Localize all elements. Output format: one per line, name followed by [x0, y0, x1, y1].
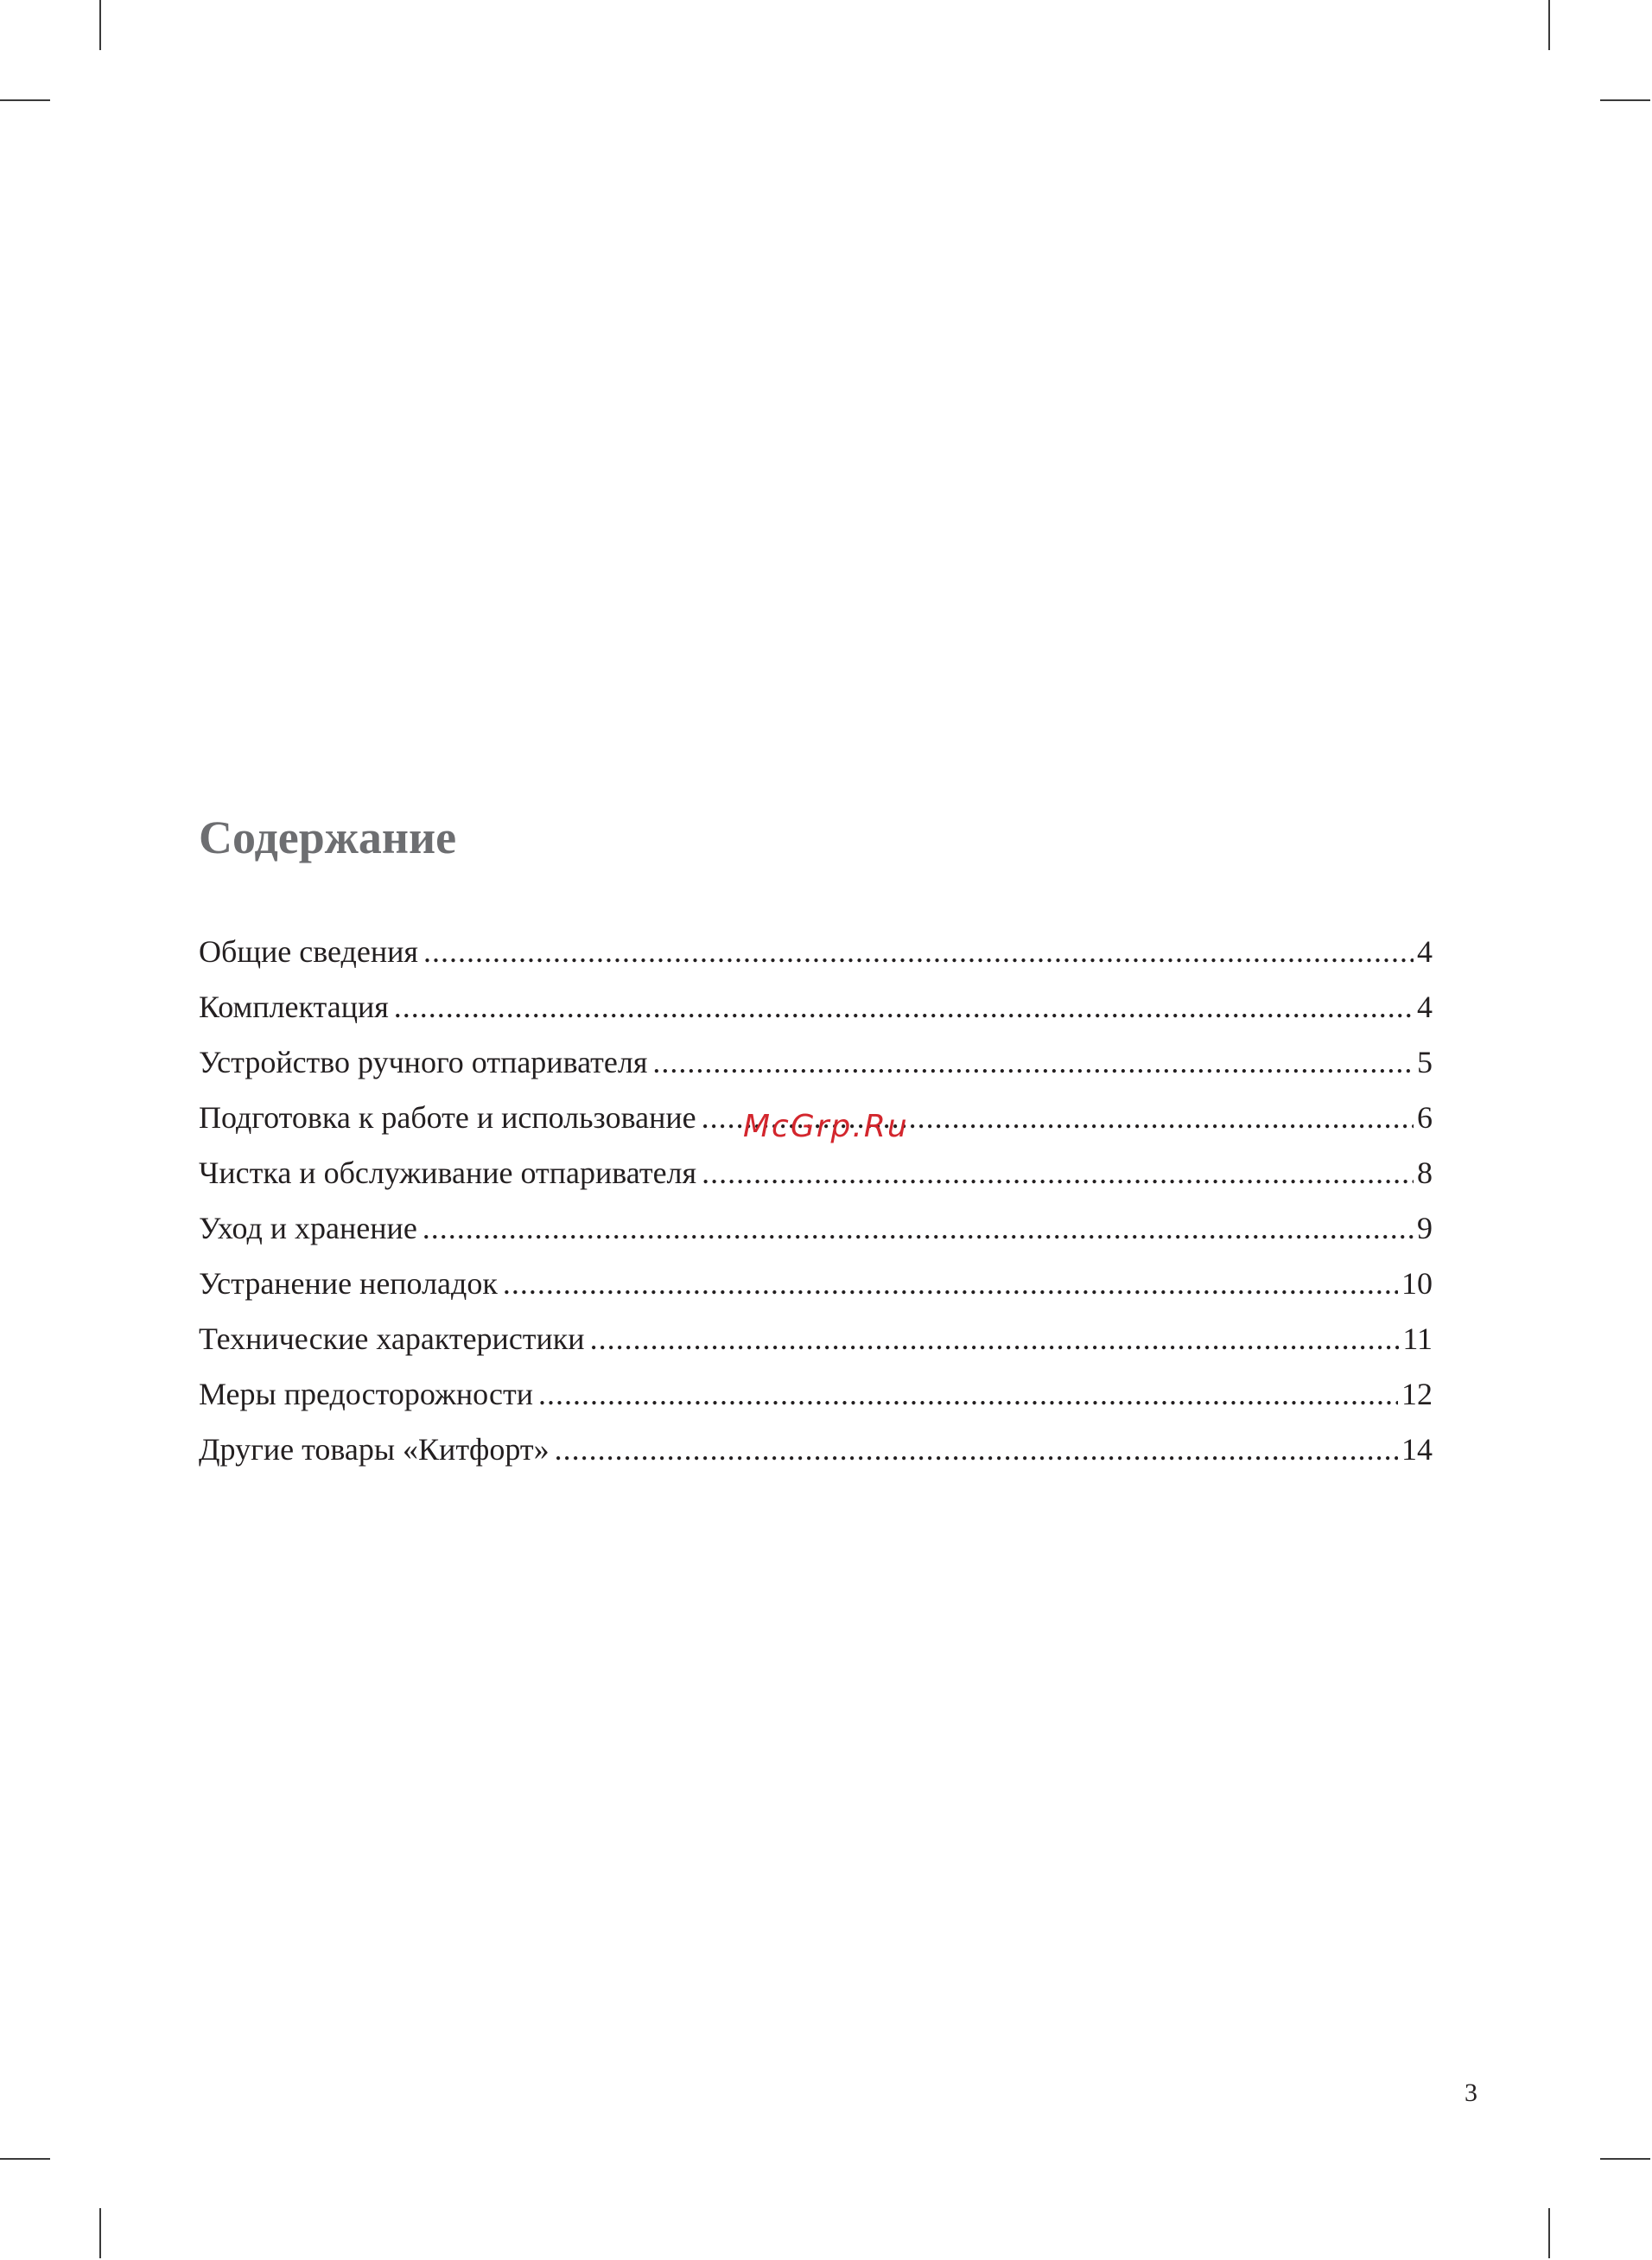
toc-entry[interactable]: [199, 1311, 1433, 1366]
toc-entry-page: 12: [1401, 1377, 1433, 1412]
toc-list: [199, 924, 1433, 1477]
toc-entry-label: Уход и хранение: [199, 1211, 417, 1246]
toc-entry[interactable]: [199, 1256, 1433, 1311]
toc-dot-leader: [503, 1256, 1398, 1311]
toc-entry-page: 6: [1417, 1100, 1433, 1136]
toc-entry-label: Общие сведения: [199, 934, 418, 970]
toc-dot-leader: [652, 1035, 1414, 1090]
toc-dot-leader: [423, 1200, 1414, 1256]
toc-dot-leader: [538, 1366, 1398, 1422]
crop-mark-bottom-left-vertical: [99, 2208, 101, 2258]
toc-title: Содержание: [199, 812, 457, 863]
toc-entry[interactable]: [199, 1422, 1433, 1477]
toc-entry[interactable]: [199, 1366, 1433, 1422]
crop-mark-top-left-horizontal: [0, 99, 50, 101]
toc-entry-label: Комплектация: [199, 990, 389, 1025]
crop-mark-bottom-right-vertical: [1548, 2208, 1550, 2258]
toc-entry-label: Меры предосторожности: [199, 1377, 534, 1412]
crop-mark-top-left-vertical: [99, 0, 101, 50]
toc-entry-label: Технические характеристики: [199, 1321, 585, 1357]
toc-entry-label: Чистка и обслуживание отпаривателя: [199, 1155, 697, 1191]
table-of-contents: [199, 812, 1433, 1477]
toc-entry-page: 4: [1417, 990, 1433, 1025]
toc-entry-label: Устранение неполадок: [199, 1266, 498, 1302]
crop-mark-top-right-vertical: [1548, 0, 1550, 50]
watermark: McGrp.Ru: [743, 1109, 909, 1144]
toc-entry[interactable]: [199, 1145, 1433, 1200]
toc-dot-leader: [423, 924, 1414, 979]
toc-dot-leader: [394, 979, 1414, 1035]
toc-entry-page: 8: [1417, 1155, 1433, 1191]
toc-entry[interactable]: [199, 1200, 1433, 1256]
toc-entry-label: Другие товары «Китфорт»: [199, 1432, 550, 1467]
toc-entry-label: Устройство ручного отпаривателя: [199, 1045, 648, 1080]
toc-entry-page: 4: [1417, 934, 1433, 970]
toc-dot-leader: [555, 1422, 1398, 1477]
toc-entry-label: Подготовка к работе и использование: [199, 1100, 696, 1136]
toc-entry-page: 11: [1402, 1321, 1433, 1357]
toc-entry[interactable]: [199, 1035, 1433, 1090]
toc-entry-page: 14: [1401, 1432, 1433, 1467]
toc-entry-page: 10: [1401, 1266, 1433, 1302]
crop-mark-bottom-left-horizontal: [0, 2158, 50, 2160]
page-number: 3: [1465, 2079, 1477, 2107]
toc-entry[interactable]: [199, 979, 1433, 1035]
toc-entry-page: 5: [1417, 1045, 1433, 1080]
crop-mark-bottom-right-horizontal: [1600, 2158, 1650, 2160]
toc-dot-leader: [590, 1311, 1400, 1366]
toc-entry-page: 9: [1417, 1211, 1433, 1246]
crop-mark-top-right-horizontal: [1600, 99, 1650, 101]
toc-dot-leader: [702, 1145, 1414, 1200]
toc-entry[interactable]: [199, 924, 1433, 979]
